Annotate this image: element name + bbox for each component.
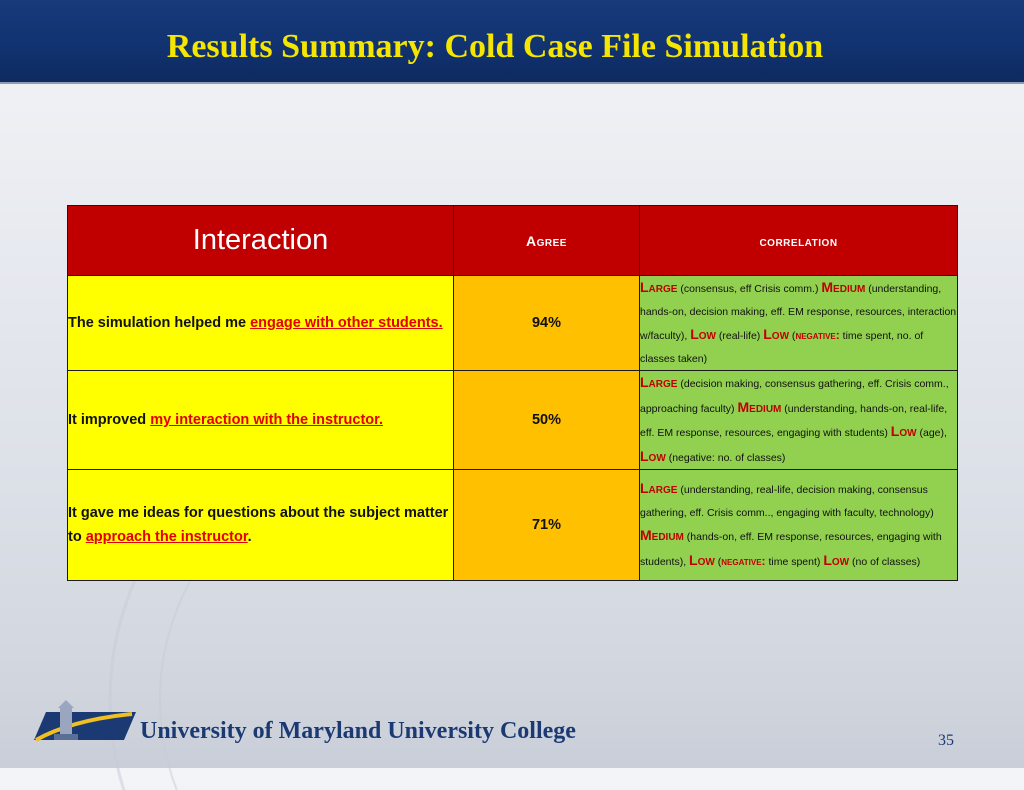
question-link[interactable]: my interaction with the instructor. bbox=[150, 412, 384, 428]
question-cell bbox=[68, 371, 454, 470]
umuc-logo-icon bbox=[32, 700, 136, 750]
corr-text: (consensus, eff Crisis comm.) bbox=[677, 283, 822, 295]
level-medium: Medium bbox=[737, 398, 782, 415]
header-interaction: Interaction bbox=[68, 206, 454, 276]
correlation-cell bbox=[640, 276, 958, 371]
corr-text: (age), bbox=[916, 427, 947, 439]
level-low: Low bbox=[689, 551, 715, 568]
question-link[interactable]: engage with other students. bbox=[250, 315, 443, 331]
correlation-cell bbox=[640, 371, 958, 470]
table-row bbox=[68, 276, 958, 371]
header-correlation-label: correlation bbox=[759, 232, 838, 249]
footer-university-name: University of Maryland University College bbox=[140, 718, 576, 744]
page-number: 35 bbox=[938, 732, 954, 749]
table-row bbox=[68, 470, 958, 581]
level-large: Large bbox=[640, 480, 678, 496]
question-suffix: . bbox=[247, 529, 252, 545]
level-low: Low bbox=[640, 447, 666, 464]
corr-text: (negative: no. of classes) bbox=[665, 451, 786, 464]
slide-title: Results Summary: Cold Case File Simulation bbox=[166, 28, 824, 65]
correlation-cell bbox=[640, 470, 958, 581]
level-low: Low bbox=[763, 326, 790, 342]
agree-value: 71% bbox=[454, 470, 640, 581]
corr-text: (hands-on, eff. EM response, resources, engaging with students), bbox=[640, 531, 942, 568]
header-agree bbox=[454, 206, 640, 276]
question-link[interactable]: approach the instructor bbox=[85, 529, 248, 545]
question-cell bbox=[68, 276, 454, 371]
table-row bbox=[68, 371, 958, 470]
negative-label: negative: bbox=[795, 328, 840, 342]
results-table bbox=[67, 205, 958, 581]
title-bar bbox=[0, 0, 1024, 82]
question-text: The simulation helped me bbox=[68, 315, 251, 331]
level-low: Low bbox=[890, 423, 917, 439]
level-medium: Medium bbox=[821, 279, 866, 295]
agree-value: 50% bbox=[454, 371, 640, 470]
corr-text: (no of classes) bbox=[849, 555, 921, 568]
corr-text: ( bbox=[789, 330, 796, 342]
corr-text: (understanding, hands-on, real-life, eff. EM response, resources, engaging with students) bbox=[640, 402, 948, 439]
header-correlation bbox=[640, 206, 958, 276]
corr-text: time spent) bbox=[765, 555, 824, 568]
agree-value: 94% bbox=[454, 276, 640, 371]
level-medium: Medium bbox=[640, 527, 684, 543]
corr-text: time spent, no. of classes taken) bbox=[640, 330, 924, 365]
level-large: Large bbox=[640, 374, 678, 390]
corr-text: (decision making, consensus gathering, eff. Crisis comm., approaching faculty) bbox=[640, 378, 949, 415]
corr-text: (understanding, hands-on, decision making, eff. EM response, resources, interaction w/faculty), bbox=[640, 283, 957, 342]
title-divider bbox=[0, 82, 1024, 84]
level-low: Low bbox=[823, 551, 850, 568]
level-low: Low bbox=[690, 326, 716, 342]
table-header-row bbox=[68, 206, 958, 276]
negative-label: negative: bbox=[721, 553, 766, 568]
question-text: It gave me ideas for questions about the subject matter to bbox=[68, 505, 449, 545]
level-large: Large bbox=[640, 279, 678, 295]
corr-text: (understanding, real-life, decision making, consensus gathering, eff. Crisis comm.., engaging with faculty, technology) bbox=[640, 484, 934, 519]
question-text: It improved bbox=[68, 412, 151, 428]
corr-text: (real-life) bbox=[715, 330, 764, 342]
question-cell bbox=[68, 470, 454, 581]
header-agree-label: Agree bbox=[526, 232, 567, 249]
corr-text: ( bbox=[714, 555, 722, 568]
